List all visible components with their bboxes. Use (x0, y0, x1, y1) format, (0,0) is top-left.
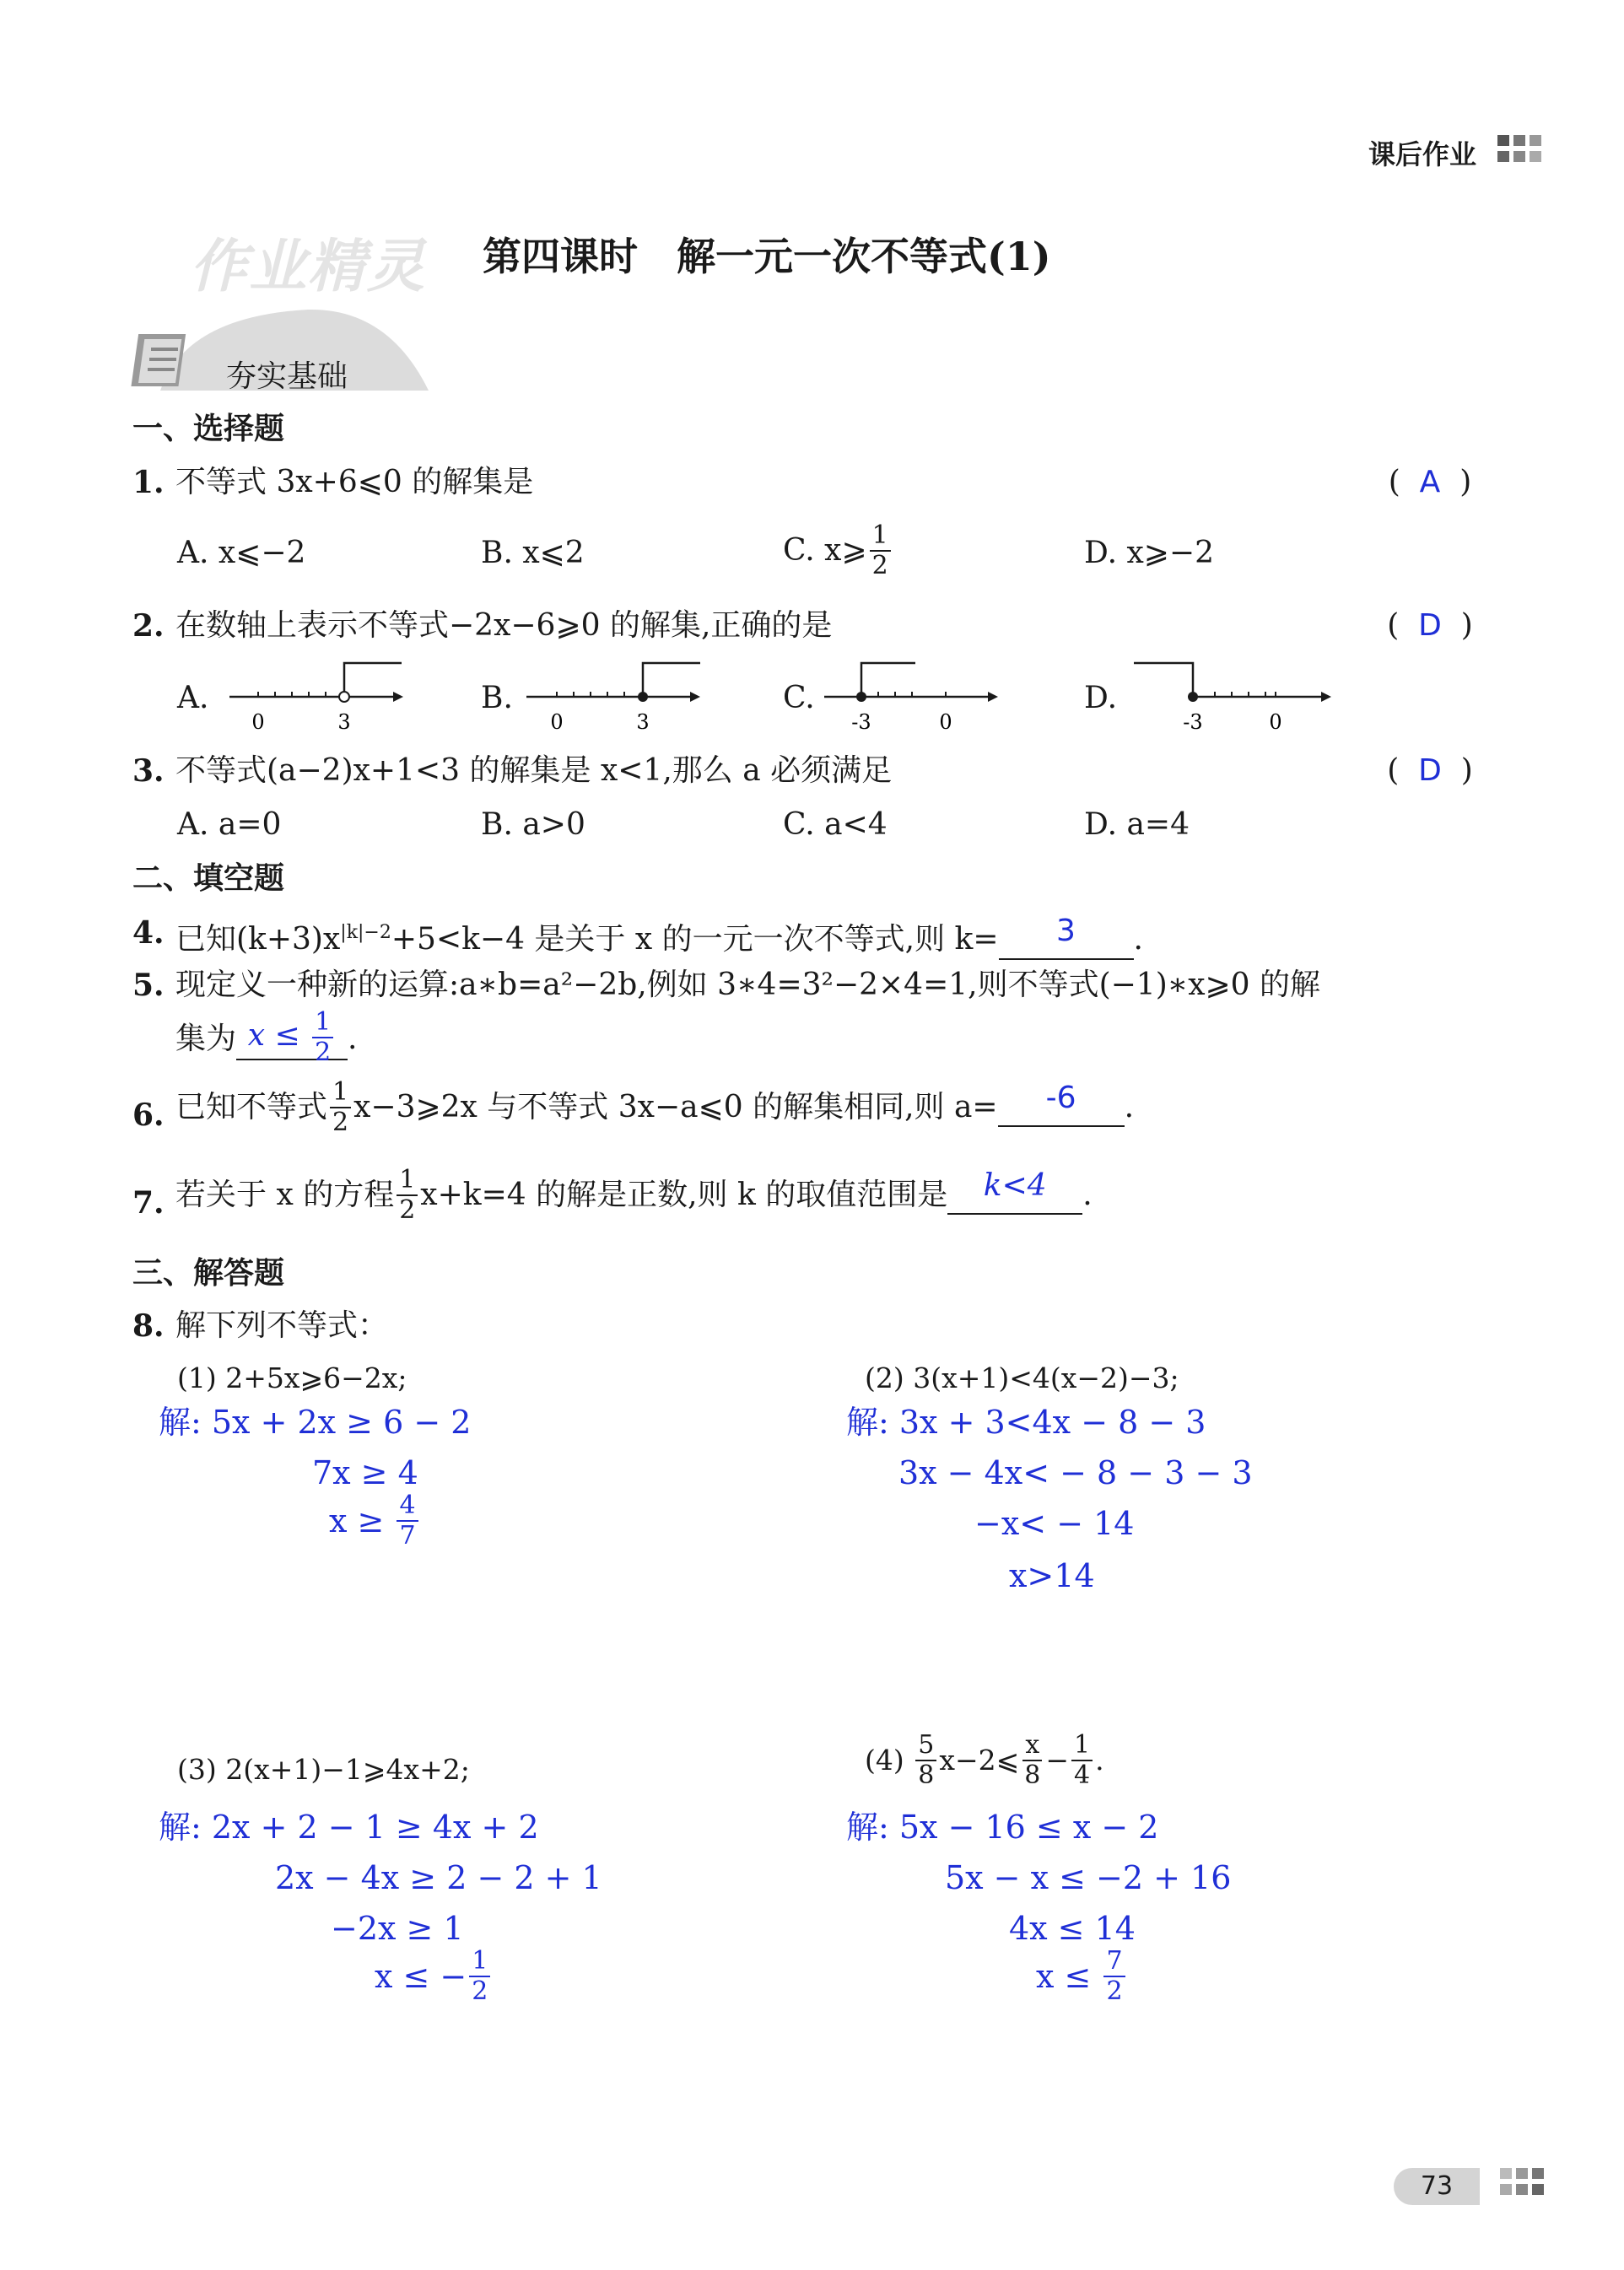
q7-answer: k<4 (983, 1168, 1047, 1203)
q5-line2: 集为 x ≤ $\frac{1}{2}$ . (175, 1007, 358, 1067)
q3-stem: 不等式(a−2)x+1<3 的解集是 x<1,那么 a 必须满足 (175, 753, 893, 788)
q2-answer: D (1418, 608, 1442, 643)
q4-stem: 已知$(k+3)x^{|k|-2}+5<k-4$ 是关于 x 的一元一次不等式,则 k= 3 . (175, 914, 1143, 960)
q2-stem: 在数轴上表示不等式−2x−6⩾0 的解集,正确的是 (175, 608, 833, 643)
q8-part2-step2: 3x − 4x< − 8 − 3 − 3 (898, 1454, 1253, 1491)
q2-b-tick-0: 0 (550, 710, 564, 732)
q8-stem: 解下列不等式： (175, 1308, 389, 1343)
q2-number-line-c (823, 656, 1000, 732)
q3-option-c: C. a<4 (783, 807, 888, 842)
q5-line1: 现定义一种新的运算:a∗b=a²−2b,例如 3∗4=3²−2×4=1,则不等式(−1)∗x⩾0 的解 (175, 968, 1321, 1002)
watermark: 作业精灵 (190, 234, 427, 300)
q2-number-line-b (525, 656, 702, 732)
q4-answer: 3 (1056, 914, 1076, 948)
section-fill: 二、填空题 (132, 861, 285, 896)
q3-answer: D (1418, 753, 1442, 788)
banner-title: 夯实基础 (226, 359, 348, 394)
page-title: 第四课时 解一元一次不等式(1) (483, 234, 1051, 279)
q2-answer-paren: ( D ) (1387, 608, 1473, 643)
section-choice: 一、选择题 (132, 412, 285, 446)
q2-number-line-a (228, 656, 405, 732)
q8-part2-label: (2) 3(x+1)<4(x−2)−3; (865, 1361, 1179, 1394)
page-number: 73 (1394, 2168, 1480, 2205)
q8-number: 8. (132, 1308, 165, 1344)
q8-part1-label: (1) 2+5x⩾6−2x; (177, 1361, 407, 1394)
q6-stem: 已知不等式 $\frac{1}{2}$ x−3⩾2x 与不等式 3x−a⩽0 的解集相同,则 a= -6 . (175, 1077, 1135, 1137)
q2-option-a-label: A. (177, 681, 209, 715)
q2-number-line-d (1130, 656, 1333, 732)
q7-stem: 若关于 x 的方程 $\frac{1}{2}$ x+k=4 的解是正数,则 k 的取值范围是 k<4 . (175, 1165, 1093, 1225)
q2-option-c-label: C. (783, 681, 815, 715)
q1-answer-paren: ( A ) (1388, 465, 1472, 499)
q3-answer-paren: ( D ) (1387, 753, 1473, 788)
q8-part2-step3: −x< − 14 (974, 1505, 1135, 1542)
q3-number: 3. (132, 753, 165, 789)
q2-a-tick-3: 3 (337, 710, 351, 732)
q8-part3-label: (3) 2(x+1)−1⩾4x+2; (177, 1753, 470, 1786)
q1-option-a: A. x⩽−2 (177, 536, 306, 570)
q7-number: 7. (132, 1185, 165, 1221)
q1-number: 1. (132, 465, 165, 500)
q8-part1-final: x ≥ $\frac{4}{7}$ (329, 1493, 421, 1549)
q2-d-tick-neg3: -3 (1183, 710, 1203, 732)
q2-b-tick-3: 3 (636, 710, 650, 732)
q2-option-b-label: B. (481, 681, 513, 715)
q8-part3-final: x ≤ − $\frac{1}{2}$ (375, 1949, 493, 2004)
header-section-label: 课后作业 (1368, 138, 1477, 170)
q8-part3-step1: 解: 2x + 2 − 1 ≥ 4x + 2 (159, 1809, 539, 1846)
q2-option-d-label: D. (1084, 681, 1118, 715)
q8-part3-step2: 2x − 4x ≥ 2 − 2 + 1 (275, 1859, 602, 1896)
q1-option-b: B. x⩽2 (481, 536, 585, 570)
q8-part4-step2: 5x − x ≤ −2 + 16 (945, 1859, 1232, 1896)
q2-a-tick-0: 0 (251, 710, 265, 732)
q8-part2-step4: x>14 (1009, 1557, 1095, 1594)
q1-answer: A (1419, 465, 1441, 499)
section-answer: 三、解答题 (132, 1256, 285, 1291)
q6-number: 6. (132, 1097, 165, 1133)
q3-option-d: D. a=4 (1084, 807, 1190, 842)
q2-d-tick-0: 0 (1269, 710, 1282, 732)
q4-number: 4. (132, 915, 165, 951)
q3-option-b: B. a>0 (481, 807, 585, 842)
q5-number: 5. (132, 968, 165, 1003)
q8-part4-step3: 4x ≤ 14 (1009, 1910, 1136, 1947)
q8-part4-label: (4) $\frac{5}{8}$ x−2⩽ $\frac{x}{8}$ − $\frac{1}{4}$ . (865, 1730, 1104, 1790)
q1-option-c: C. x⩾ $\frac{1}{2}$ (783, 523, 893, 579)
q8-part4-final: x ≤ $\frac{7}{2}$ (1036, 1949, 1128, 2004)
q6-answer: -6 (1045, 1081, 1076, 1115)
q8-part1-step2: 7x ≥ 4 (312, 1454, 418, 1491)
q3-option-a: A. a=0 (177, 807, 282, 842)
notebook-icon (131, 329, 198, 390)
q8-part1-step1: 解: 5x + 2x ≥ 6 − 2 (159, 1404, 472, 1441)
q1-stem: 不等式 3x+6⩽0 的解集是 (175, 465, 534, 499)
q5-answer: x ≤ $\frac{1}{2}$ (248, 1018, 336, 1053)
q2-c-tick-neg3: -3 (851, 710, 871, 732)
q2-number: 2. (132, 608, 165, 644)
header-grid-icon (1497, 135, 1545, 164)
footer-grid-icon (1500, 2168, 1546, 2207)
q1-option-d: D. x⩾−2 (1084, 536, 1215, 570)
q2-c-tick-0: 0 (939, 710, 952, 732)
q8-part2-step1: 解: 3x + 3<4x − 8 − 3 (846, 1404, 1206, 1441)
q8-part3-step3: −2x ≥ 1 (331, 1910, 464, 1947)
q8-part4-step1: 解: 5x − 16 ≤ x − 2 (846, 1809, 1159, 1846)
